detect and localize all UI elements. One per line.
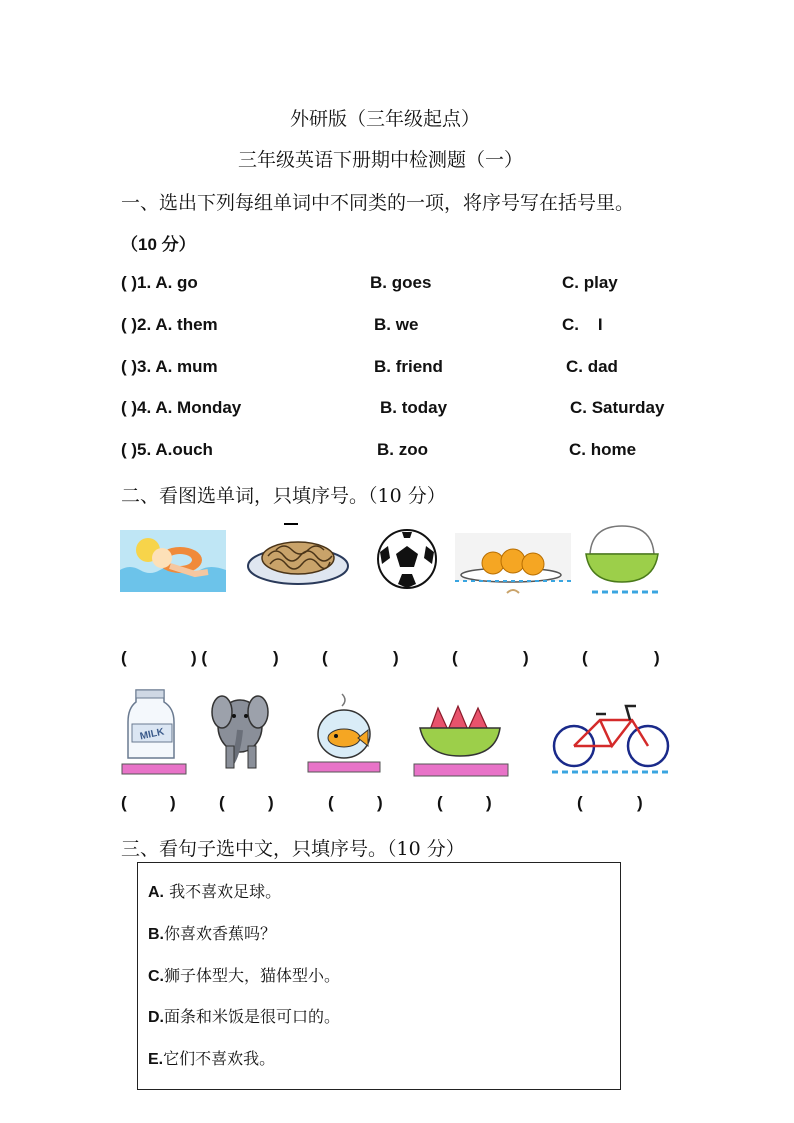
rice-picture: [582, 520, 662, 594]
blank-5-open: (: [582, 648, 588, 667]
q4-b: B. today: [380, 398, 448, 417]
blank-3-open: (: [322, 648, 328, 667]
option-e-text: 它们不喜欢我。: [163, 1049, 276, 1068]
oranges-picture: [455, 533, 571, 597]
option-a: [148, 879, 281, 902]
option-c-letter: C.: [148, 968, 164, 985]
blank-7-open: (: [219, 793, 225, 812]
option-b: [148, 921, 276, 944]
page-title: 三年级英语下册期中检测题（一）: [238, 149, 524, 171]
fish-picture: [308, 690, 382, 776]
blank-4-open: (: [452, 648, 458, 667]
option-c-text: 狮子体型大，猫体型小。: [164, 966, 341, 985]
section1-score: （10 分）: [121, 235, 196, 254]
q1-a: ( )1. A. go: [121, 273, 198, 292]
blank-3-close: ): [393, 648, 399, 667]
option-a-letter: A.: [148, 884, 164, 901]
q2-a: ( )2. A. them: [121, 315, 218, 334]
q4-a: ( )4. A. Monday: [121, 398, 242, 417]
option-b-text: 你喜欢香蕉吗？: [164, 924, 277, 943]
option-e: [148, 1046, 275, 1069]
bike-picture: [552, 698, 670, 776]
noodles-picture: [246, 522, 350, 588]
option-d-letter: D.: [148, 1009, 164, 1026]
blank-2-close: ): [273, 648, 279, 667]
blank-10-close: ): [637, 793, 643, 812]
blank-6-open: (: [121, 793, 127, 812]
section2-heading: 二、看图选单词，只填序号。（10 分）: [121, 485, 446, 507]
q3-a: ( )3. A. mum: [121, 357, 218, 376]
blank-10-open: (: [577, 793, 583, 812]
q1-b: B. goes: [370, 273, 432, 292]
milk-picture: [120, 686, 188, 776]
option-d: [148, 1004, 340, 1027]
swimming-picture: [120, 530, 226, 592]
blank-8-close: ): [377, 793, 383, 812]
q4-c: C. Saturday: [570, 398, 665, 417]
section3-heading: 三、看句子选中文，只填序号。（10 分）: [121, 838, 465, 860]
milk-label: MILK: [139, 726, 166, 743]
watermelon-picture: [412, 700, 510, 780]
football-picture: [376, 528, 438, 590]
q5-a: ( )5. A.ouch: [121, 440, 213, 459]
q2-c: C. I: [562, 315, 603, 334]
option-c: [148, 963, 340, 986]
blank-7-close: ): [268, 793, 274, 812]
q5-c: C. home: [569, 440, 637, 459]
elephant-picture: [210, 682, 270, 774]
options-box: [137, 862, 621, 1090]
q1-c: C. play: [562, 273, 618, 292]
option-b-letter: B.: [148, 926, 164, 943]
q5-b: B. zoo: [377, 440, 428, 459]
blank-1-open: (: [121, 648, 127, 667]
q2-b: B. we: [374, 315, 419, 334]
blank-4-close: ): [523, 648, 529, 667]
q3-c: C. dad: [566, 357, 618, 376]
blank-9-close: ): [486, 793, 492, 812]
section1-heading: 一、选出下列每组单词中不同类的一项，将序号写在括号里。: [121, 192, 635, 214]
q3-b: B. friend: [374, 357, 443, 376]
blank-9-open: (: [437, 793, 443, 812]
option-d-text: 面条和米饭是很可口的。: [164, 1007, 341, 1026]
blank-6-close: ): [170, 793, 176, 812]
blank-8-open: (: [328, 793, 334, 812]
option-e-letter: E.: [148, 1051, 164, 1068]
option-a-text: 我不喜欢足球。: [164, 882, 282, 901]
title-publisher: 外研版（三年级起点）: [290, 108, 481, 130]
blank-1-close-2-open: ) (: [191, 648, 208, 667]
blank-5-close: ): [654, 648, 660, 667]
